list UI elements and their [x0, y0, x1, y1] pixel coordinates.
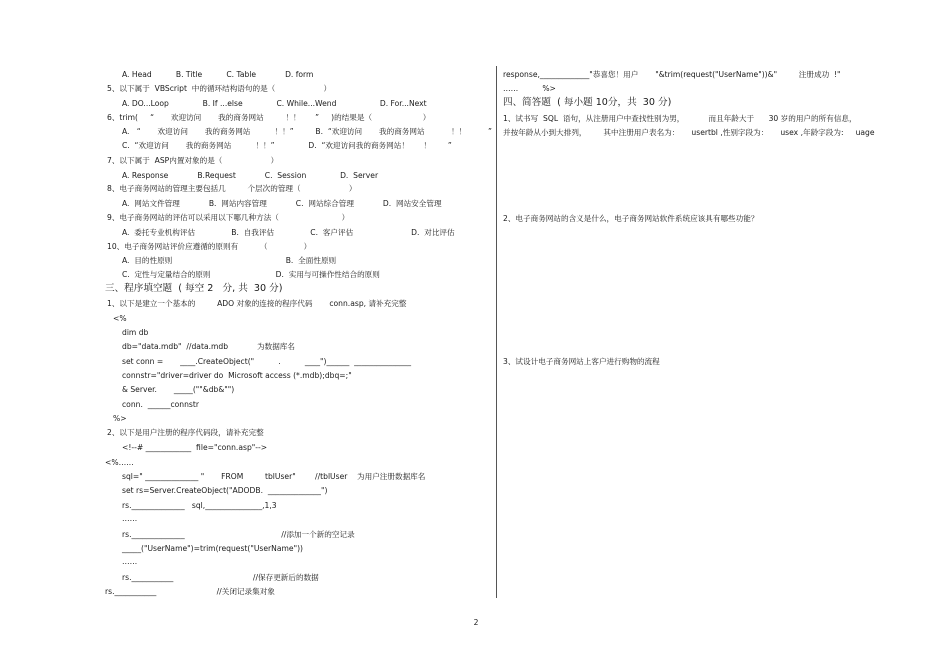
q5-question: 5、以下属于 VBScript 中的循环结构语句的是（ ）: [107, 84, 332, 93]
q8-options: A. 网站文件管理 B. 网站内容管理 C. 网站综合管理 D. 网站安全管理: [122, 199, 442, 208]
code-line: db="data.mdb" //data.mdb 为数据库名: [122, 342, 295, 351]
section-4-item-1-cont: 并按年龄从小到大排列， 其中注册用户表名为： usertbl ,性别字段为： usex ,年龄字段为: uage: [503, 128, 875, 137]
q10-question: 10、电子商务网站评价应遵循的原则有 （ ）: [107, 242, 312, 251]
section-3-item-2: 2、以下是用户注册的程序代码段，请补充完整: [107, 428, 264, 437]
code-line: %>: [113, 414, 127, 423]
section-3-heading: 三、程序填空题 ( 每空 2 分, 共 30 分): [105, 283, 283, 294]
q5-options: A. DO...Loop B. If ...else C. While...Wend D. For...Next: [122, 99, 427, 108]
code-line: rs.______________ //添加一个新的空记录: [122, 530, 355, 539]
section-4-item-1: 1、试书写 SQL 语句，从注册用户中查找性别为男， 而且年龄大于 30 岁的用户的所有信息，: [503, 114, 857, 123]
code-ellipsis: ……: [122, 557, 138, 566]
section-4-heading: 四、简答题 ( 每小题 10分，共 30 分): [503, 97, 672, 108]
code-line: dim db: [122, 328, 149, 337]
q10-options-cd: C. 定性与定量结合的原则 D. 实用与可操作性结合的原则: [122, 270, 380, 279]
code-line: set conn = ____.CreateObject(" . ____")______ _______________: [122, 357, 412, 366]
code-line: sql=" ______________ " FROM tblUser" //tblUser 为用户注册数据库名: [122, 472, 426, 481]
q8-question: 8、电子商务网站的管理主要包括几 个层次的管理（ ）: [107, 184, 357, 193]
q7-question: 7、以下属于 ASP内置对象的是（ ）: [107, 156, 279, 165]
code-line: <%: [113, 314, 127, 323]
code-line: rs.___________ //关闭记录集对象: [105, 587, 275, 596]
column-divider: [496, 66, 497, 598]
code-ellipsis: ……: [122, 514, 138, 523]
code-line: rs.______________ sql,_______________,1,3: [122, 501, 277, 510]
q10-options-ab: A. 目的性原则 B. 全面性原则: [122, 256, 337, 265]
code-line: conn. ______connstr: [122, 400, 199, 409]
section-4-item-3: 3、试设计电子商务网站上客户进行购物的流程: [503, 357, 660, 366]
q4-options: A. Head B. Title C. Table D. form: [122, 70, 314, 79]
code-line: connstr="driver=driver do Microsoft access (*.mdb);dbq=;": [122, 371, 352, 380]
q9-options: A. 委托专业机构评估 B. 自我评估 C. 客户评估 D. 对比评估: [122, 228, 455, 237]
code-line: <%……: [105, 458, 134, 467]
code-line: response,_____________"恭喜您！用户 "&trim(request("UserName"))&" 注册成功 !": [503, 70, 841, 79]
q6-options-ab: A. “ 欢迎访问 我的商务网站 ！！” B. “欢迎访问 我的商务网站 ！！ ”: [122, 127, 492, 136]
q7-options: A. Response B.Request C. Session D. Server: [122, 171, 379, 180]
code-line: <!--# ____________ file="conn.asp"-->: [122, 443, 268, 452]
code-line: _____("UserName")=trim(request("UserName")): [122, 544, 303, 553]
q6-options-cd: C. “欢迎访问 我的商务网站 ！！” D. “欢迎访问我的商务网站！ ！ ”: [122, 141, 452, 150]
q9-question: 9、电子商务网站的评估可以采用以下哪几种方法（ ）: [107, 213, 350, 222]
page-number: 2: [473, 618, 479, 627]
code-line: & Server. _____(""&db&""): [122, 385, 235, 394]
code-line: set rs=Server.CreateObject("ADODB. ______________"): [122, 486, 328, 495]
section-4-item-2: 2、电子商务网站的含义是什么，电子商务网站软件系统应该具有哪些功能？: [503, 214, 759, 223]
code-line: rs.___________ //保存更新后的数据: [122, 573, 319, 582]
section-3-item-1: 1、以下是建立一个基本的 ADO 对象的连接的程序代码 conn.asp, 请补充完整: [107, 299, 407, 308]
code-line: …… %>: [503, 84, 556, 93]
q6-question: 6、trim( “ 欢迎访问 我的商务网站 ！！ ” )的结果是（ ）: [107, 113, 431, 122]
